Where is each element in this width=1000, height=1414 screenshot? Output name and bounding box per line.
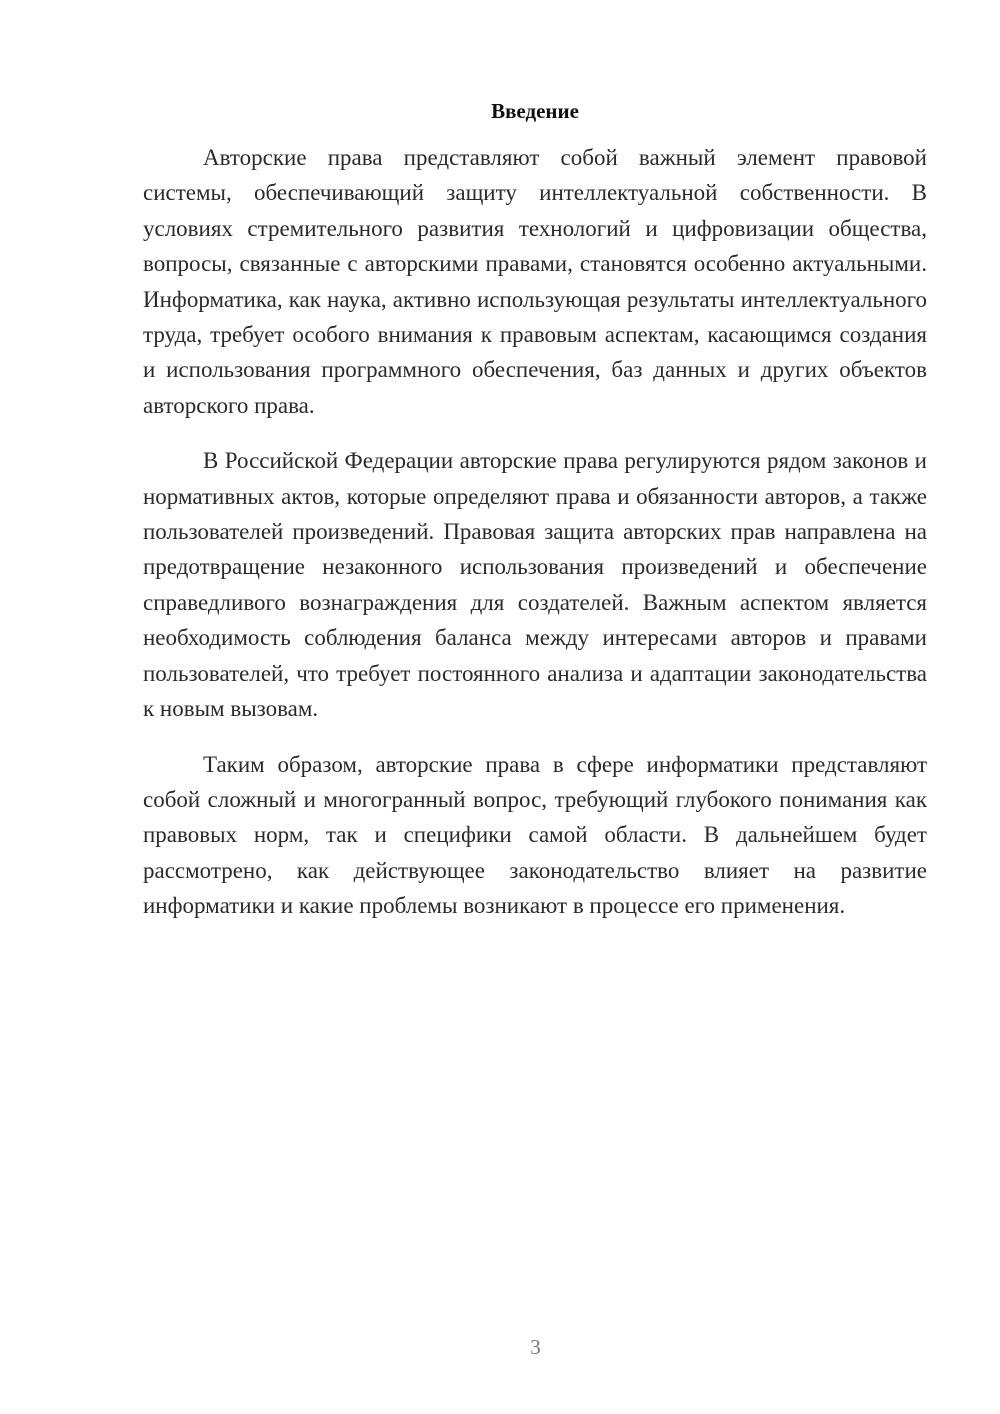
paragraph-1: Авторские права представляют собой важный элемент правовой системы, обеспечивающий защиту интеллектуальной собственности. В условиях стремительного развития технологий и цифровизации общества, вопросы, связанные с авторскими правами, становятся особенно актуальными. Информатика, как наука, активно использующая результаты интеллектуального труда, требует особого внимания к правовым аспектам, касающимся создания и использования программного обеспечения, баз данных и других объектов авторского права.	[143, 145, 927, 418]
section-title: Введение	[491, 99, 579, 123]
paragraph-3: Таким образом, авторские права в сфере информатики представляют собой сложный и многогранный вопрос, требующий глубокого понимания как правовых норм, так и специфики самой области. В дальнейшем будет рассмотрено, как действующее законодательство влияет на развитие информатики и какие проблемы возникают в процессе его применения.	[143, 751, 927, 919]
page-content	[143, 94, 927, 944]
page-number: 3	[530, 1335, 541, 1359]
paragraph-2: В Российской Федерации авторские права регулируются рядом законов и нормативных актов, которые определяют права и обязанности авторов, а также пользователей произведений. Правовая защита авторских прав направлена на предотвращение незаконного использования произведений и обеспечение справедливого вознаграждения для создателей. Важным аспектом является необходимость соблюдения баланса между интересами авторов и правами пользователей, что требует постоянного анализа и адаптации законодательства к новым вызовам.	[143, 448, 927, 722]
